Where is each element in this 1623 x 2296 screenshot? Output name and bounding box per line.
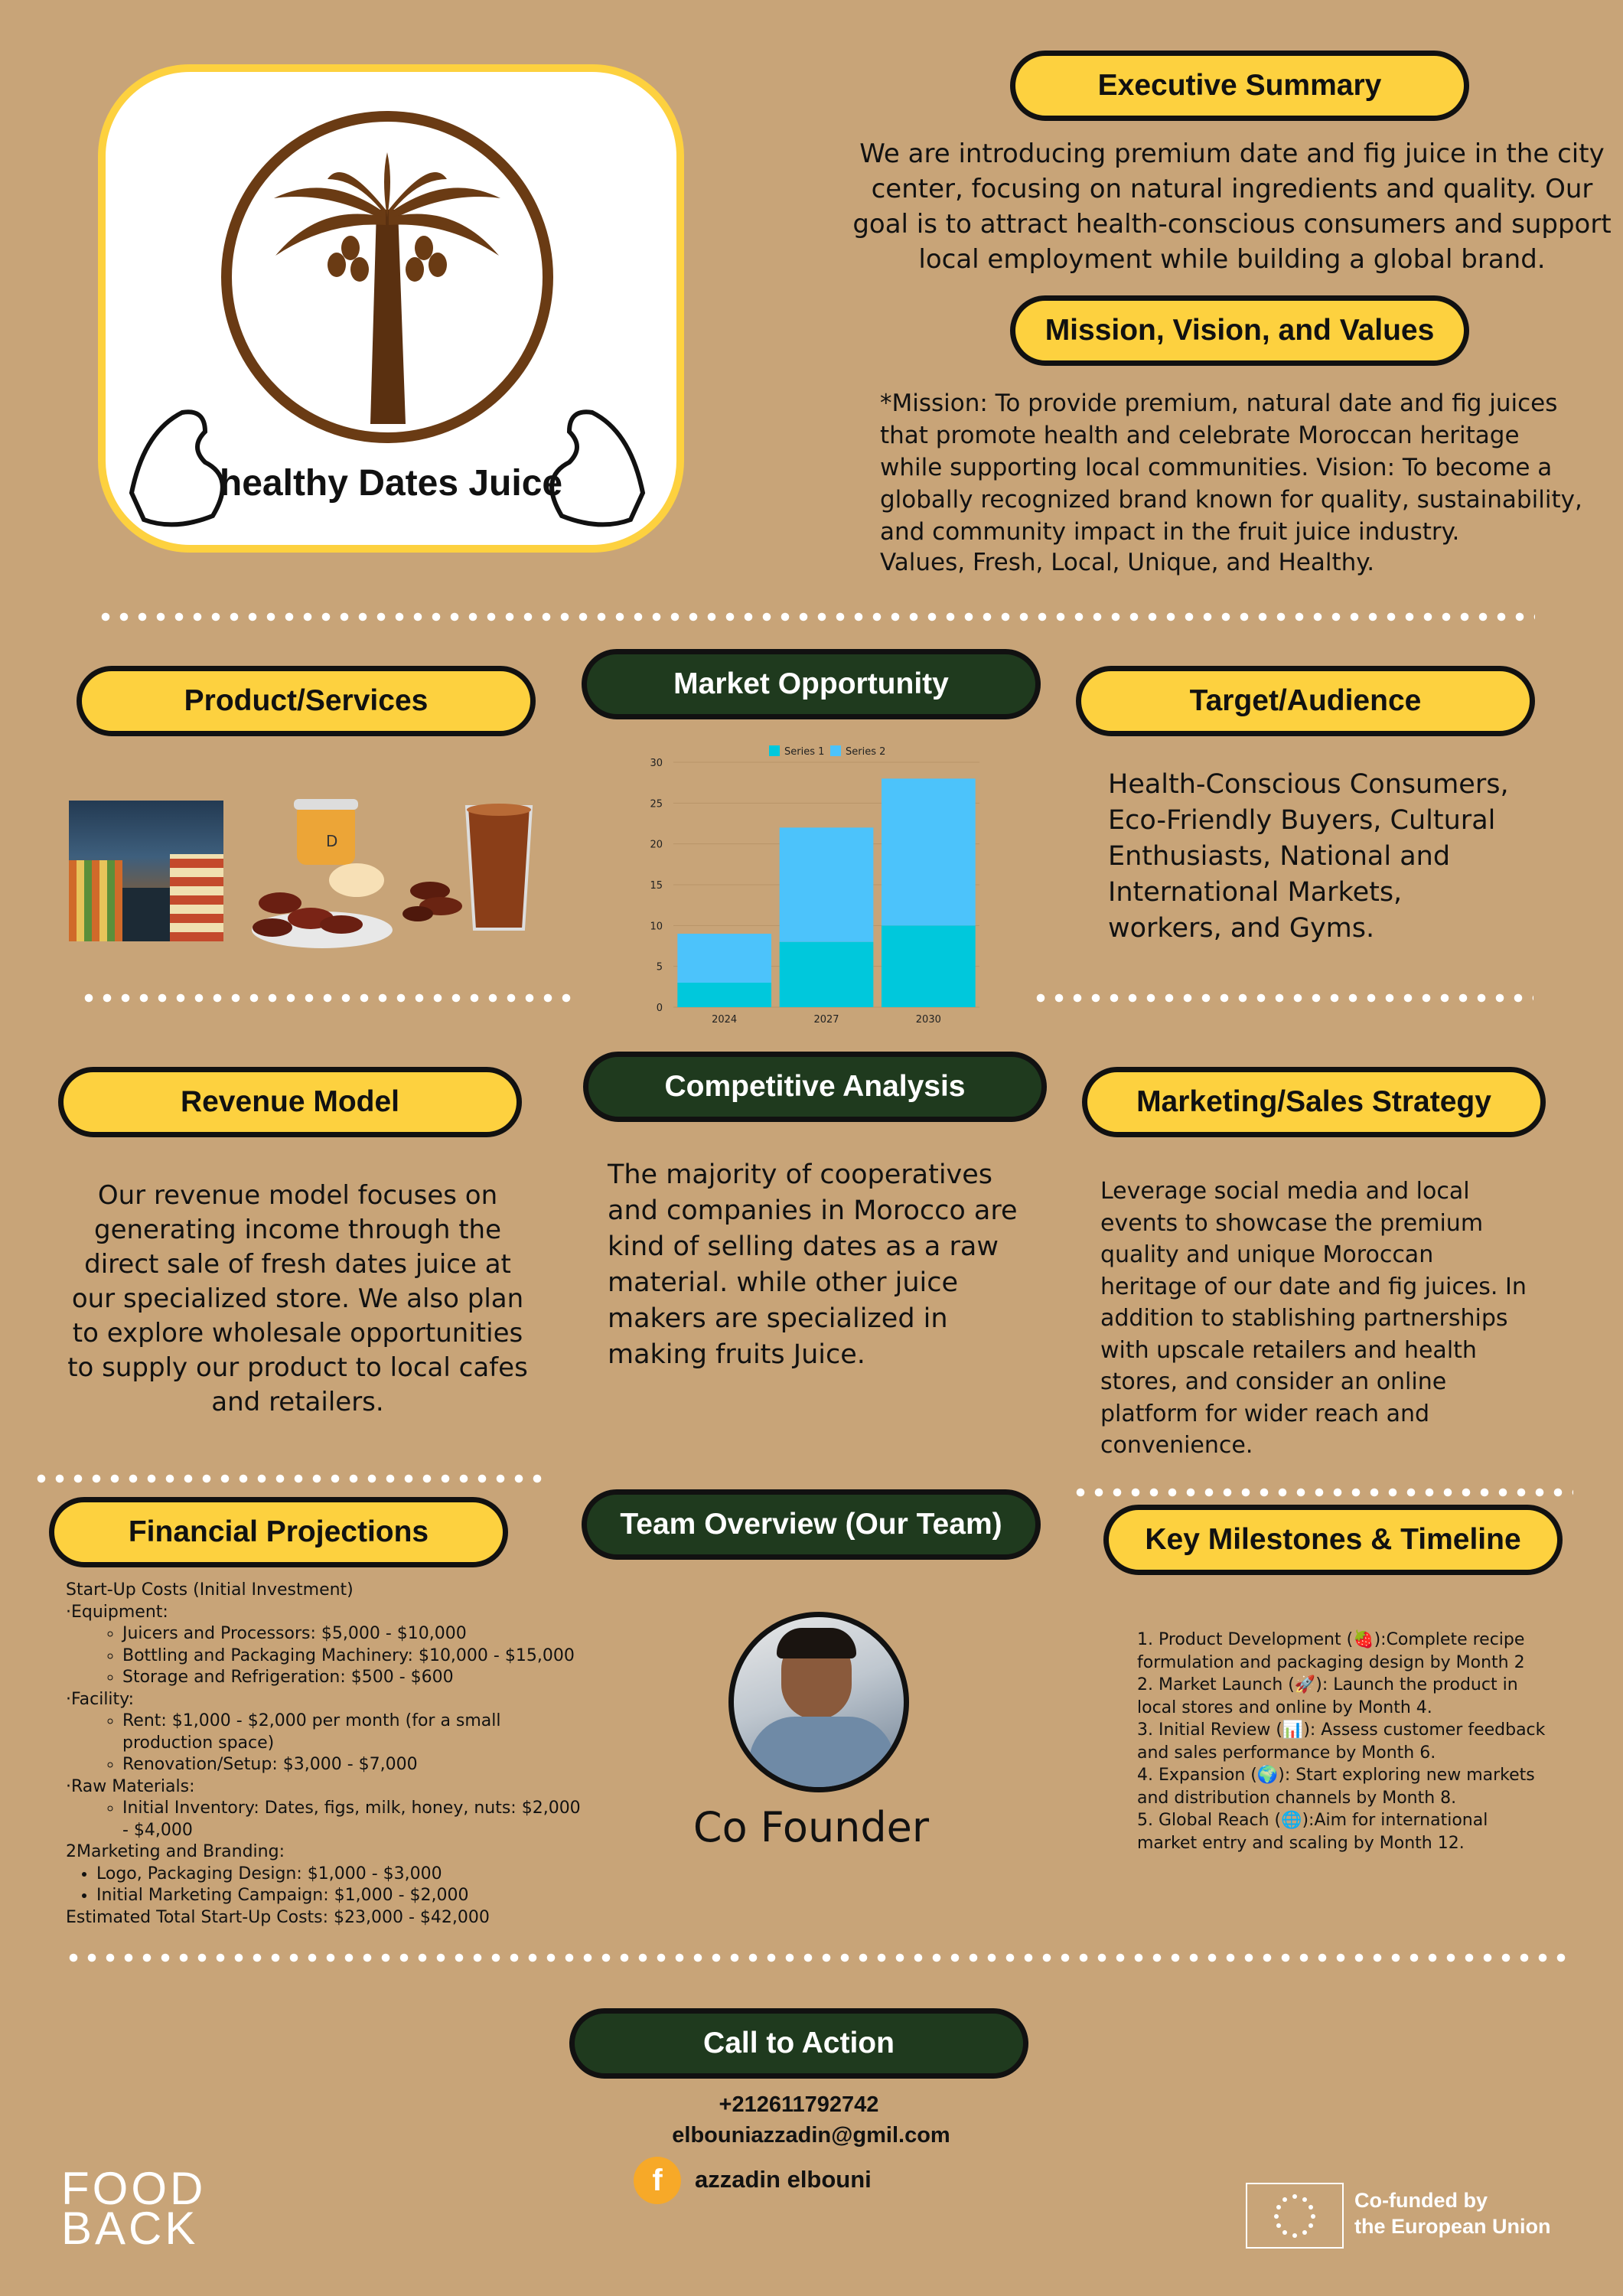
product-services-heading: Product/Services xyxy=(77,666,536,736)
marketing-sales-heading: Marketing/Sales Strategy xyxy=(1082,1067,1546,1137)
list-item: ◦ Storage and Refrigeration: $500 - $600 xyxy=(122,1667,586,1689)
values-text: Values, Fresh, Local, Unique, and Healthy. xyxy=(880,549,1375,576)
list-item: ◦ Renovation/Setup: $3,000 - $7,000 xyxy=(122,1754,586,1776)
executive-summary-text: We are introducing premium date and fig juice in the city center, focusing on natural ingredients and quality. Our goal is to attract health-conscious consumers and support local employment while building a global brand. xyxy=(852,139,1612,275)
bar-series-1 xyxy=(677,983,771,1007)
financial-heading: Start-Up Costs (Initial Investment) xyxy=(66,1580,354,1600)
legend-label: Series 2 xyxy=(846,746,886,758)
executive-summary-heading: Executive Summary xyxy=(1010,51,1469,121)
y-tick-label: 25 xyxy=(650,798,663,810)
team-overview-heading: Team Overview (Our Team) xyxy=(582,1489,1041,1560)
list-item: 1. Product Development (🍓):Complete recipe formulation and packaging design by Month 2 xyxy=(1137,1630,1525,1672)
legend-swatch xyxy=(769,745,780,756)
facebook-name[interactable]: azzadin elbouni xyxy=(695,2166,872,2193)
divider-dots xyxy=(96,612,1535,621)
revenue-model-heading: Revenue Model xyxy=(58,1067,522,1137)
marketing-sales-text: Leverage social media and local events to showcase the premium quality and unique Moroccan heritage of our date and fig juices. In addition to stablishing partnerships with upscale retailers and health stores, and consider an online platform for wider reach and convenience. xyxy=(1100,1178,1527,1459)
bar-series-2 xyxy=(882,778,976,925)
list-item: 3. Initial Review (📊): Assess customer feedback and sales performance by Month 6. xyxy=(1137,1720,1546,1763)
divider-dots-bottom xyxy=(64,1953,1570,1962)
email-address[interactable]: elbouniazzadin@gmil.com xyxy=(672,2123,950,2148)
team-role: Co Founder xyxy=(693,1803,930,1851)
divider-dots-right xyxy=(1031,993,1533,1003)
y-tick-label: 5 xyxy=(656,961,663,974)
x-tick-label: 2027 xyxy=(813,1014,839,1022)
x-tick-label: 2024 xyxy=(712,1014,738,1022)
list-item: ◦ Juicers and Processors: $5,000 - $10,000 xyxy=(122,1623,586,1645)
avatar xyxy=(728,1612,909,1792)
facebook-icon[interactable]: f xyxy=(634,2157,681,2204)
y-tick-label: 20 xyxy=(650,839,663,851)
equipment-label: ·Equipment: xyxy=(66,1602,168,1622)
competitive-analysis-text: The majority of cooperatives and companies in Morocco are kind of selling dates as a raw material. while other juice makers are specialized in making fruits Juice. xyxy=(608,1159,1018,1370)
list-item: • Initial Marketing Campaign: $1,000 - $2,000 xyxy=(96,1885,586,1907)
competitive-analysis-heading: Competitive Analysis xyxy=(583,1052,1047,1122)
divider-dots-left-2 xyxy=(32,1474,549,1483)
list-item: • Logo, Packaging Design: $1,000 - $3,000 xyxy=(96,1864,586,1886)
market-opportunity-chart xyxy=(627,739,995,1022)
y-tick-label: 10 xyxy=(650,921,663,933)
target-audience-heading: Target/Audience xyxy=(1076,666,1535,736)
foodback-top: FOOD xyxy=(61,2163,207,2214)
list-item: ◦ Initial Inventory: Dates, figs, milk, honey, nuts: $2,000 - $4,000 xyxy=(122,1798,586,1841)
list-item: 2. Market Launch (🚀): Launch the product in local stores and online by Month 4. xyxy=(1137,1675,1518,1717)
y-tick-label: 30 xyxy=(650,758,663,769)
y-tick-label: 0 xyxy=(656,1003,663,1014)
brand-name: healthy Dates Juice xyxy=(219,463,563,504)
phone-number[interactable]: +212611792742 xyxy=(719,2092,879,2117)
y-tick-label: 15 xyxy=(650,880,663,892)
milestones-list xyxy=(1137,1629,1550,1854)
list-item: ◦ Bottling and Packaging Machinery: $10,000 - $15,000 xyxy=(122,1645,586,1668)
call-to-action-heading: Call to Action xyxy=(569,2008,1028,2079)
mission-heading: Mission, Vision, and Values xyxy=(1010,295,1469,366)
dates-jar-photo xyxy=(249,796,395,949)
total-costs: Estimated Total Start-Up Costs: $23,000 - $42,000 xyxy=(66,1907,490,1927)
list-item: 5. Global Reach (🌐):Aim for international market entry and scaling by Month 12. xyxy=(1137,1811,1488,1853)
target-audience-text: Health-Conscious Consumers, Eco-Friendly Buyers, Cultural Enthusiasts, National and International Markets, workers, and Gyms. xyxy=(1108,769,1509,944)
bar-series-1 xyxy=(882,925,976,1007)
list-item: 4. Expansion (🌍): Start exploring new markets and distribution channels by Month 8. xyxy=(1137,1766,1535,1808)
marketing-branding-label: 2Marketing and Branding: xyxy=(66,1842,285,1861)
legend-swatch xyxy=(830,745,841,756)
eu-funding-text xyxy=(1354,2187,1551,2239)
raw-materials-label: ·Raw Materials: xyxy=(66,1776,195,1796)
store-photo xyxy=(69,801,223,941)
juice-glass-photo xyxy=(402,799,540,937)
jar-label: D xyxy=(326,832,338,850)
bar-series-1 xyxy=(780,942,874,1007)
bar-series-2 xyxy=(780,827,874,941)
facility-label: ·Facility: xyxy=(66,1689,134,1709)
eu-line-2: the European Union xyxy=(1354,2215,1551,2238)
revenue-model-text: Our revenue model focuses on generating income through the direct sale of fresh dates juice at our specialized store. We also plan to explore wholesale opportunities to supply our product to local cafes and retailers. xyxy=(67,1180,528,1417)
market-opportunity-heading: Market Opportunity xyxy=(582,649,1041,719)
divider-dots-right-2 xyxy=(1071,1488,1573,1497)
x-tick-label: 2030 xyxy=(915,1014,941,1022)
list-item: ◦ Rent: $1,000 - $2,000 per month (for a small production space) xyxy=(122,1711,586,1754)
logo-card xyxy=(98,64,684,553)
financial-details xyxy=(66,1580,586,1929)
milestones-heading: Key Milestones & Timeline xyxy=(1103,1505,1563,1575)
financial-projections-heading: Financial Projections xyxy=(49,1497,508,1567)
legend-label: Series 1 xyxy=(784,746,825,758)
divider-dots-left xyxy=(80,993,580,1003)
eu-flag-icon xyxy=(1246,2183,1344,2249)
mission-text: *Mission: To provide premium, natural date and fig juices that promote health and celebrate Moroccan heritage while supporting local communities. Vision: To become a globally recognized brand known for quality, sustainability, and community impact in the fruit juice industry. xyxy=(880,390,1582,546)
eu-line-1: Co-funded by xyxy=(1354,2189,1488,2212)
foodback-logo xyxy=(61,2163,237,2254)
foodback-bottom: BACK xyxy=(61,2203,199,2254)
bar-series-2 xyxy=(677,934,771,983)
